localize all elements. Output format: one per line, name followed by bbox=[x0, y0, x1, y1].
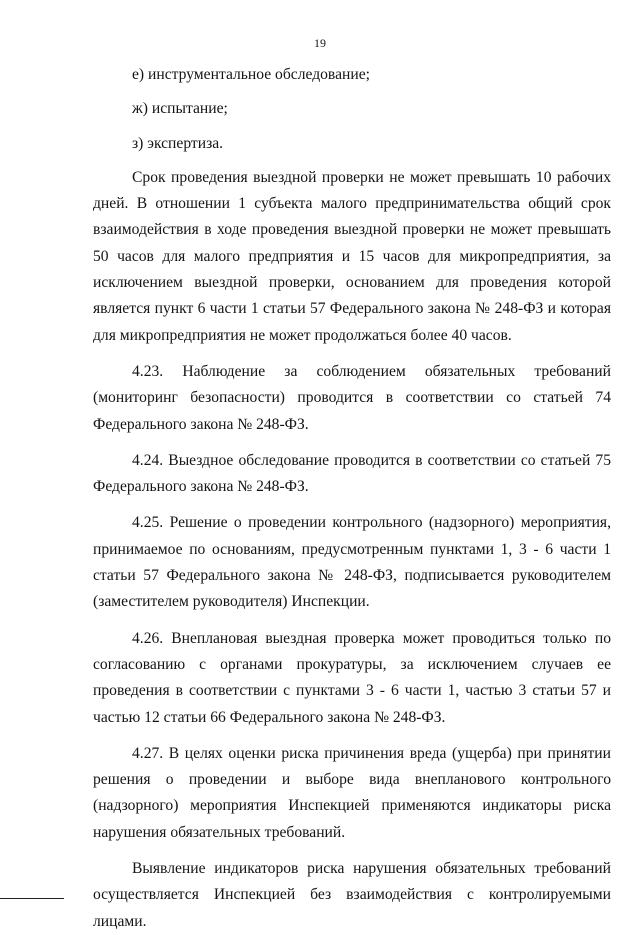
paragraph-inspection-duration: Срок проведения выездной проверки не может превышать 10 рабочих дней. В отношении 1 субъекта малого предпринимательства общий срок взаимодействия в ходе проведения выездной проверки не может превышать 50 часов для малого предприятия и 15 часов для микропредприятия, за исключением выездной проверки, основанием для проведения которой является пункт 6 части 1 статьи 57 Федерального закона № 248-ФЗ и которая для микропредприятия не может продолжаться более 40 часов. bbox=[93, 168, 611, 344]
list-item: ж) испытание; bbox=[132, 100, 228, 118]
spacer bbox=[93, 846, 611, 856]
paragraph-4-26: 4.26. Внеплановая выездная проверка может проводиться только по согласованию с органами прокуратуры, за исключением случаев ее проведения в соответствии с пунктами 3 - 6 части 1, частью 3 статьи 57 и частью 12 статьи 66 Федерального закона № 248-ФЗ. bbox=[93, 629, 611, 726]
page-number: 19 bbox=[314, 36, 326, 50]
spacer bbox=[93, 616, 611, 626]
spacer bbox=[93, 88, 611, 96]
spacer bbox=[93, 731, 611, 741]
paragraph-risk-indicators: Выявление индикаторов риска нарушения обязательных требований осуществляется Инспекцией без взаимодействия с контролируемыми лицами. bbox=[93, 860, 611, 930]
spacer bbox=[93, 438, 611, 448]
paragraph-4-25: 4.25. Решение о проведении контрольного (надзорного) мероприятия, принимаемое по основаниям, предусмотренным пунктами 1, 3 - 6 части 1 статьи 57 Федерального закона № 248-ФЗ, подписывается руководителем (заместителем руководителя) Инспекции. bbox=[93, 514, 611, 611]
document-body bbox=[93, 62, 611, 935]
spacer bbox=[93, 123, 611, 131]
paragraph-4-24: 4.24. Выездное обследование проводится в соответствии со статьей 75 Федерального закона № 248-ФЗ. bbox=[93, 451, 611, 496]
paragraph-4-23: 4.23. Наблюдение за соблюдением обязательных требований (мониторинг безопасности) проводится в соответствии со статьей 74 Федерального закона № 248-ФЗ. bbox=[93, 362, 611, 433]
spacer bbox=[93, 157, 611, 165]
paragraph-4-27: 4.27. В целях оценки риска причинения вреда (ущерба) при принятии решения о проведении и выборе вида внепланового контрольного (надзорного) мероприятия Инспекцией применяются индикаторы риска нарушения обязательных требований. bbox=[93, 744, 611, 841]
spacer bbox=[93, 349, 611, 359]
spacer bbox=[93, 500, 611, 510]
list-item: з) экспертиза. bbox=[132, 134, 224, 152]
footnote-divider bbox=[0, 898, 64, 899]
list-item: е) инструментальное обследование; bbox=[132, 66, 370, 83]
